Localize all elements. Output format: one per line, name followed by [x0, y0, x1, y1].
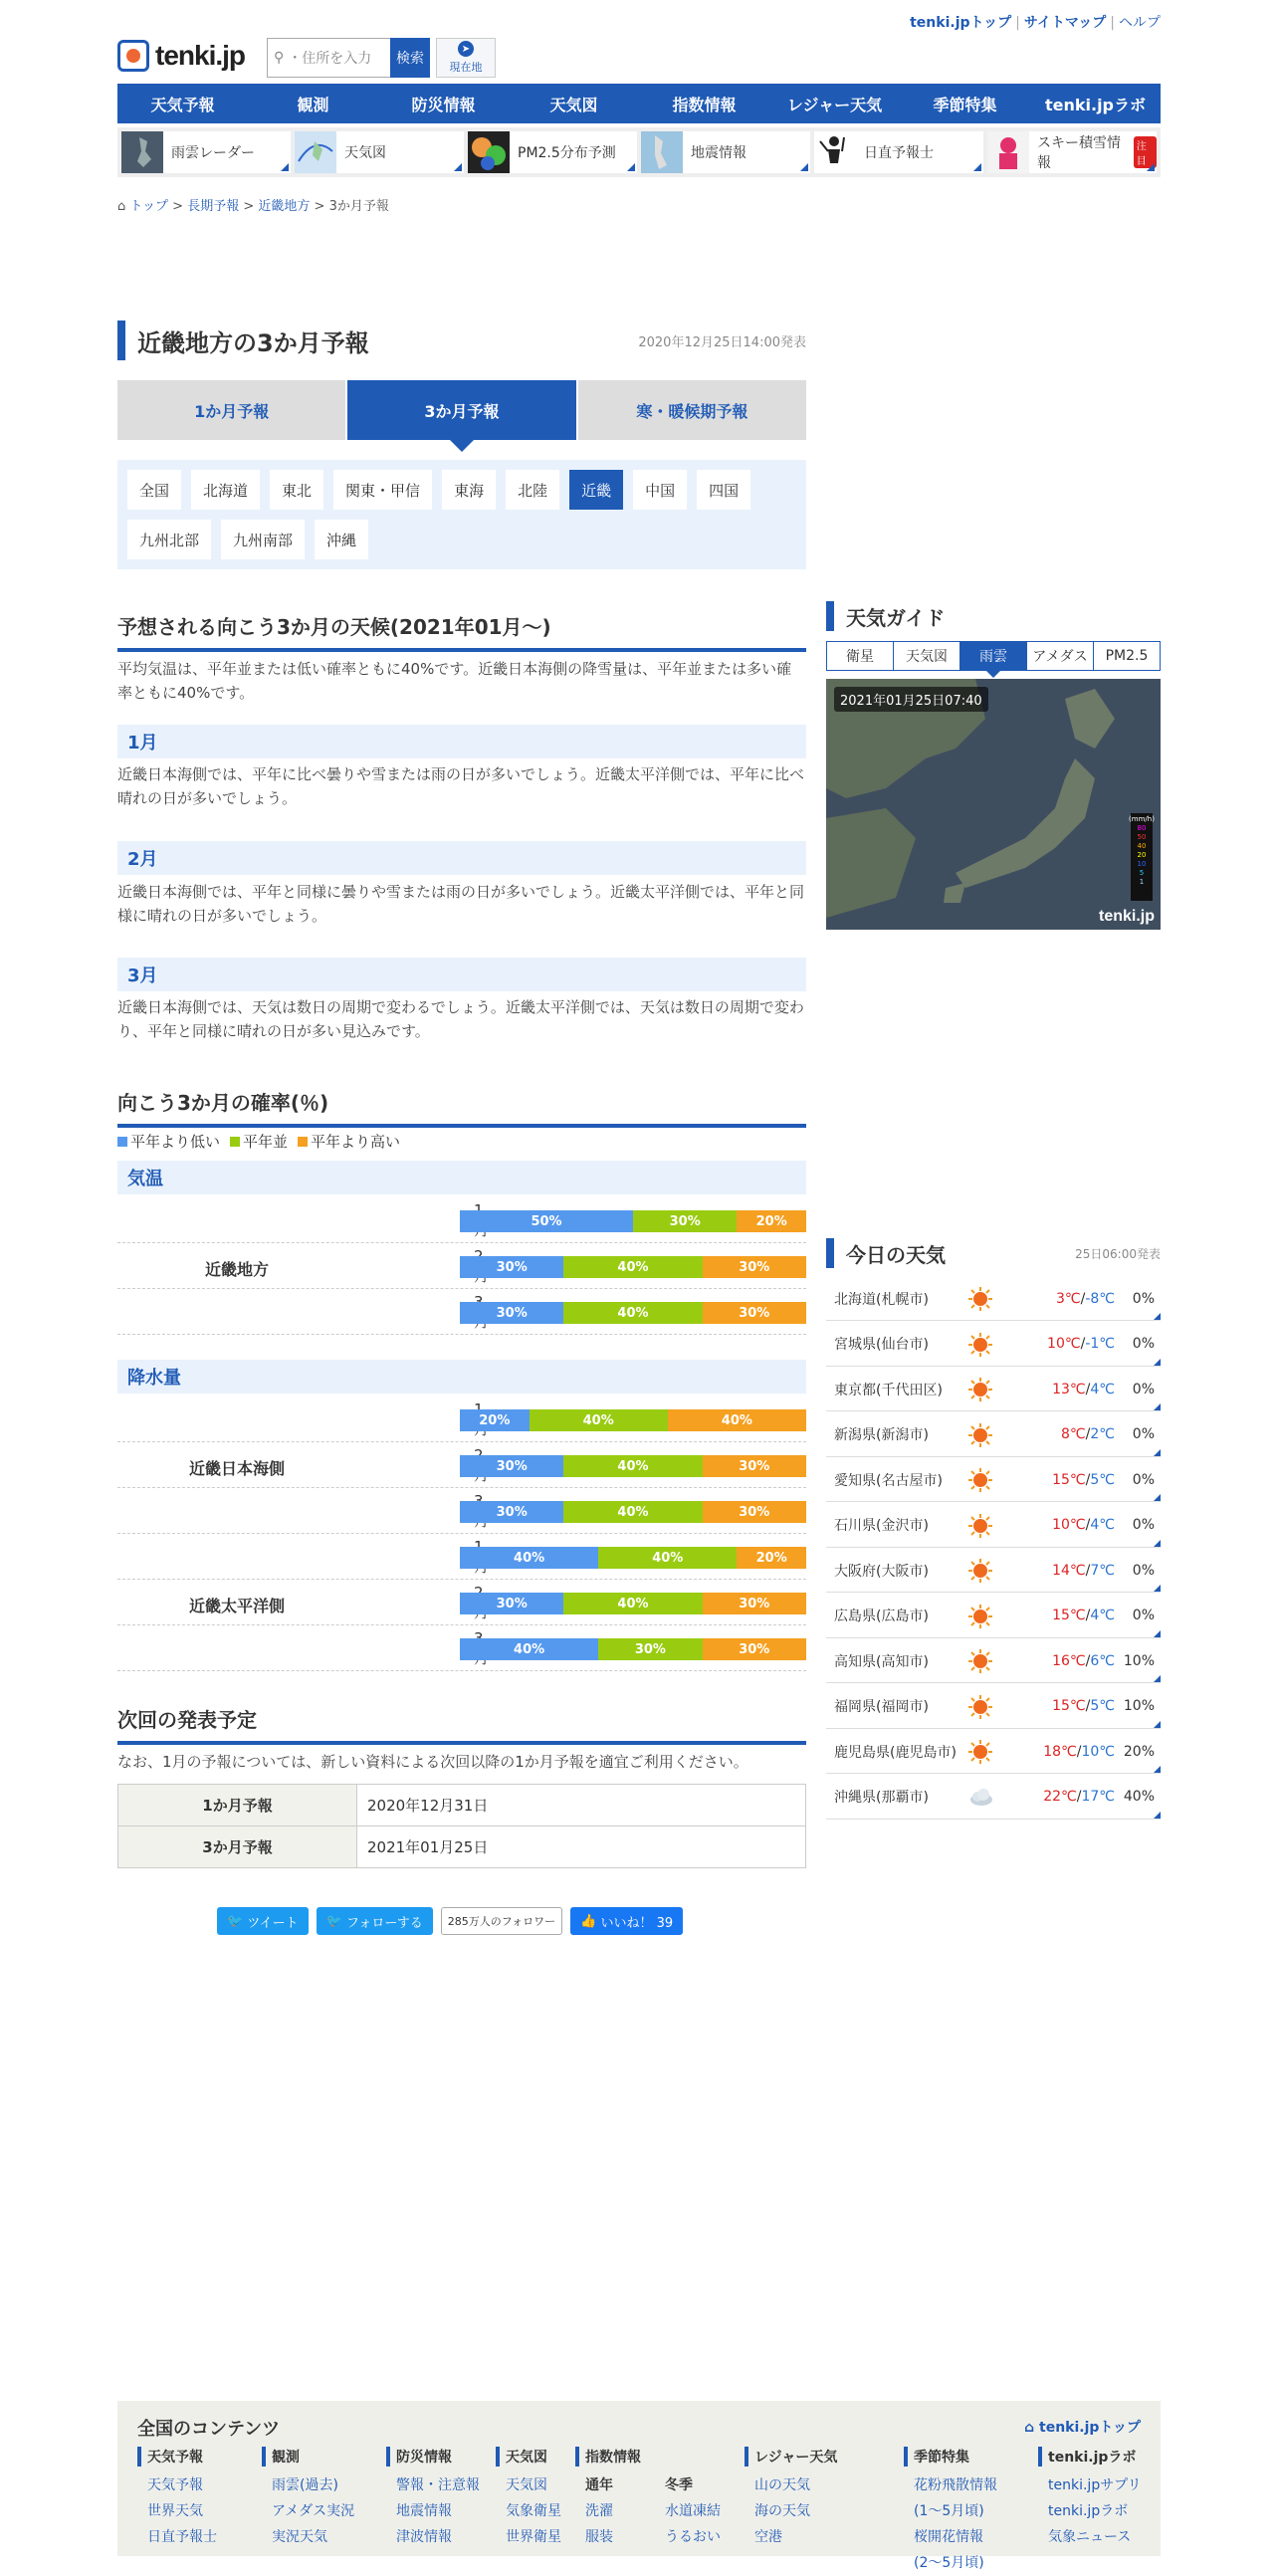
schedule-date: 2021年01月25日 [357, 1826, 806, 1868]
footer-link[interactable]: (1～5月頃) [914, 2503, 984, 2519]
month-heading-jan: 1月 [117, 725, 806, 758]
footer-link[interactable]: 津波情報 [396, 2529, 452, 2545]
bar-segment-normal: 40% [563, 1256, 702, 1278]
bar-segment-low: 50% [460, 1210, 633, 1232]
bar-segment-high: 30% [703, 1455, 806, 1477]
footer-link[interactable]: tenki.jpサプリ [1048, 2477, 1142, 2493]
breadcrumb: ⌂ トップ > 長期予報 > 近畿地方 > 3か月予報 [117, 199, 389, 214]
today-weather-row[interactable] [826, 1412, 1161, 1457]
low-temp: 4℃ [1090, 1517, 1115, 1533]
sun-icon [967, 1377, 993, 1402]
probability-bar [460, 1593, 806, 1614]
temperature: 3℃ / -8℃ [1055, 1290, 1115, 1307]
footer-subheading: 通年 [585, 2477, 613, 2493]
footer-link[interactable]: アメダス実況 [272, 2503, 355, 2519]
today-weather-row[interactable] [826, 1276, 1161, 1321]
breadcrumb-top[interactable]: トップ [129, 199, 169, 214]
footer-link[interactable]: 花粉飛散情報 [914, 2477, 997, 2493]
city-name: 愛知県(名古屋市) [834, 1472, 943, 1489]
footer-column-title: 観測 [262, 2447, 354, 2467]
region-kyushu-south[interactable]: 九州南部 [221, 520, 305, 559]
rain-radar-thumb [121, 131, 163, 173]
footer [117, 2401, 1161, 2571]
footer-column [137, 2447, 217, 2550]
low-temp: 4℃ [1090, 1381, 1115, 1397]
table-row [118, 1785, 806, 1826]
search-placeholder: ・住所を入力 [288, 51, 372, 67]
bar-segment-high: 30% [703, 1501, 806, 1523]
bar-segment-normal: 40% [563, 1455, 702, 1477]
sun-icon [967, 1513, 993, 1539]
bar-segment-high: 30% [703, 1638, 806, 1660]
bar-segment-normal: 40% [563, 1593, 702, 1614]
area-name: 近畿日本海側 [188, 1459, 285, 1478]
guide-tab-weather-map[interactable]: 天気図 [894, 642, 960, 670]
precip-probability: 10% [1123, 1698, 1155, 1714]
city-name: 北海道(札幌市) [834, 1291, 929, 1308]
probability-bar [460, 1455, 806, 1477]
region-chugoku[interactable]: 中国 [633, 470, 687, 510]
footer-column-title: 季節特集 [904, 2447, 997, 2467]
gnav-index[interactable]: 指数情報 [672, 95, 737, 114]
location-arrow-icon: ➤ [458, 41, 474, 57]
high-temp: 22℃ [1043, 1789, 1077, 1805]
bar-segment-low: 20% [460, 1409, 530, 1431]
table-row [118, 1826, 806, 1868]
toplink-home[interactable]: tenki.jpトップ [910, 15, 1012, 31]
forecast-summary: 平均気温は、平年並または低い確率ともに40%です。近畿日本海側の降雪量は、平年並または多い確率ともに40%です。 [117, 660, 792, 702]
high-temp: 18℃ [1043, 1743, 1077, 1760]
forecast-heading: 予想される向こう3か月の天候(2021年01月～) [117, 611, 806, 652]
temperature: 10℃ / 4℃ [1052, 1517, 1115, 1533]
probability-area-label [117, 1535, 356, 1672]
probability-month [356, 1489, 474, 1534]
bar-segment-normal: 40% [598, 1547, 737, 1569]
region-kyushu-north[interactable]: 九州北部 [127, 520, 211, 559]
schedule-label: 3か月予報 [118, 1826, 357, 1868]
toplink-sitemap[interactable]: サイトマップ [1023, 15, 1107, 31]
temperature: 18℃ / 10℃ [1043, 1743, 1115, 1760]
today-weather-row[interactable] [826, 1457, 1161, 1502]
bar-segment-normal: 30% [633, 1210, 737, 1232]
page-title-block [117, 321, 806, 360]
sun-icon [967, 1739, 993, 1765]
region-hokkaido[interactable]: 北海道 [191, 470, 260, 510]
precip-probability: 20% [1123, 1743, 1155, 1760]
current-location-label: 現在地 [449, 61, 483, 74]
rain-radar-map[interactable] [826, 679, 1161, 930]
sun-icon [967, 1332, 993, 1358]
footer-link[interactable]: うるおい [665, 2529, 721, 2545]
precip-probability: 0% [1132, 1336, 1155, 1352]
gnav-disaster[interactable]: 防災情報 [411, 95, 476, 114]
guide-tabs [826, 641, 1161, 671]
weather-guide-heading: 天気ガイド [826, 601, 1161, 631]
subnav-weather-map[interactable] [295, 131, 464, 173]
region-hokuriku[interactable]: 北陸 [506, 470, 559, 510]
footer-column [904, 2447, 997, 2576]
today-weather-row[interactable] [826, 1367, 1161, 1411]
tweet-button[interactable]: 🐦 ツイート [217, 1907, 309, 1935]
bar-segment-low: 40% [460, 1547, 598, 1569]
footer-link[interactable]: 気象ニュース [1048, 2529, 1132, 2545]
footer-column-title: 指数情報 [575, 2447, 745, 2467]
bar-segment-low: 30% [460, 1593, 563, 1614]
legend-high: 平年より高い [298, 1131, 400, 1152]
bar-segment-normal: 40% [530, 1409, 668, 1431]
probability-month [356, 1535, 474, 1580]
low-temp: 17℃ [1081, 1789, 1115, 1805]
precip-probability: 0% [1132, 1426, 1155, 1442]
bar-segment-high: 30% [703, 1256, 806, 1278]
footer-link[interactable]: 服装 [585, 2529, 613, 2545]
sub-nav [117, 127, 1161, 177]
city-name: 高知県(高知市) [834, 1653, 929, 1670]
footer-link[interactable]: 海の天気 [754, 2503, 810, 2519]
search-icon: ⚲ [274, 50, 285, 66]
high-temp: 8℃ [1061, 1426, 1086, 1442]
region-okinawa[interactable]: 沖縄 [315, 520, 368, 559]
like-button[interactable]: 👍 いいね！ 39 [570, 1907, 683, 1935]
current-location-button[interactable] [436, 38, 496, 78]
footer-link[interactable]: 実況天気 [272, 2529, 327, 2545]
precip-probability: 0% [1132, 1562, 1155, 1579]
sun-icon [967, 1648, 993, 1674]
featured-badge: 注目 [1134, 136, 1157, 168]
subnav-label: スキー積雪情報 [1037, 135, 1121, 171]
bar-segment-high: 30% [703, 1302, 806, 1324]
earthquake-thumb [641, 131, 683, 173]
city-name: 東京都(千代田区) [834, 1382, 943, 1398]
footer-link[interactable]: 地震情報 [396, 2503, 452, 2519]
bar-segment-low: 30% [460, 1256, 563, 1278]
subnav-ski[interactable] [987, 131, 1157, 173]
high-temp: 15℃ [1052, 1698, 1086, 1714]
bar-segment-high: 20% [737, 1210, 806, 1232]
low-temp: 7℃ [1090, 1562, 1115, 1579]
footer-column [745, 2447, 837, 2550]
footer-link[interactable]: 天気予報 [147, 2477, 203, 2493]
footer-top-link[interactable]: ⌂ tenki.jpトップ [1024, 2420, 1141, 2436]
bar-segment-normal: 40% [563, 1501, 702, 1523]
footer-link[interactable]: 気象衛星 [506, 2503, 561, 2519]
city-name: 宮城県(仙台市) [834, 1337, 929, 1353]
today-weather-row[interactable] [826, 1322, 1161, 1367]
temperature: 14℃ / 7℃ [1052, 1562, 1115, 1579]
search-button[interactable]: 検索 [390, 38, 430, 78]
region-tokai[interactable]: 東海 [442, 470, 496, 510]
social-buttons [217, 1907, 683, 1935]
sun-icon [967, 1558, 993, 1584]
footer-link[interactable]: 天気図 [506, 2477, 547, 2493]
ski-thumb [987, 131, 1029, 173]
follow-button[interactable]: 🐦 フォローする [317, 1907, 433, 1935]
probability-month [356, 1397, 474, 1442]
today-weather-row[interactable] [826, 1775, 1161, 1820]
site-logo[interactable] [117, 40, 245, 72]
schedule-table [117, 1784, 806, 1868]
gnav-labo[interactable]: tenki.jpラボ [1044, 95, 1147, 114]
subnav-label: 日直予報士 [864, 145, 934, 161]
footer-heading: 全国のコンテンツ [137, 2419, 281, 2440]
city-name: 広島県(広島市) [834, 1609, 929, 1624]
low-temp: 6℃ [1090, 1652, 1115, 1669]
subnav-label: 地震情報 [691, 145, 746, 161]
month-text-feb: 近畿日本海側では、平年と同様に曇りや雪または雨の日が多いでしょう。近畿太平洋側では、平年と同様に晴れの日が多いでしょう。 [117, 883, 805, 925]
high-temp: 15℃ [1052, 1471, 1086, 1488]
probability-heading: 向こう3か月の確率(％) [117, 1087, 806, 1128]
schedule-note: なお、1月の予報については、新しい資料による次回以降の1か月予報を適宜ご利用ください。 [117, 1753, 748, 1771]
today-weather-row[interactable] [826, 1684, 1161, 1729]
probability-bar [460, 1547, 806, 1569]
breadcrumb-current: 3か月予報 [328, 199, 389, 214]
probability-area-label [117, 1397, 356, 1535]
temperature: 13℃ / 4℃ [1052, 1381, 1115, 1397]
home-icon: ⌂ [117, 199, 126, 214]
high-temp: 15℃ [1052, 1608, 1086, 1623]
guide-tab-rain[interactable]: 雨雲 [960, 642, 1027, 670]
precip-probability: 0% [1132, 1471, 1155, 1488]
guide-tab-satellite[interactable]: 衛星 [827, 642, 894, 670]
footer-link[interactable]: 桜開花情報 [914, 2529, 983, 2545]
follower-count: 285万人のフォロワー [441, 1907, 562, 1935]
low-temp: 5℃ [1090, 1698, 1115, 1714]
cloud-icon [967, 1785, 993, 1811]
today-issued: 25日06:00発表 [1075, 1246, 1161, 1261]
bar-segment-normal: 30% [598, 1638, 702, 1660]
probability-legend [117, 1131, 400, 1152]
city-name: 大阪府(大阪市) [834, 1563, 929, 1580]
sun-icon [967, 1422, 993, 1448]
footer-link[interactable]: 水道凍結 [665, 2503, 721, 2519]
search-input[interactable] [267, 38, 390, 78]
bar-segment-low: 30% [460, 1501, 563, 1523]
twitter-icon: 🐦 [325, 1913, 347, 1929]
probability-month [356, 1626, 474, 1671]
footer-link[interactable]: 世界天気 [147, 2503, 203, 2519]
footer-link[interactable]: 洗濯 [585, 2503, 613, 2519]
today-weather-row[interactable] [826, 1594, 1161, 1638]
top-links: tenki.jpトップ | サイトマップ | ヘルプ [910, 15, 1161, 31]
search-form [267, 38, 496, 78]
footer-column [1038, 2447, 1142, 2550]
bar-segment-low: 40% [460, 1638, 598, 1660]
low-temp: 2℃ [1090, 1426, 1115, 1442]
precip-probability: 10% [1123, 1652, 1155, 1669]
precip-scale: (mm/h) 80 50 40 20 10 5 1 [1131, 813, 1153, 901]
high-temp: 10℃ [1047, 1336, 1081, 1352]
tenki-watermark: tenki.jp [1098, 908, 1155, 925]
today-weather-row[interactable] [826, 1729, 1161, 1774]
month-heading-feb: 2月 [117, 841, 806, 875]
probability-month [356, 1244, 474, 1289]
temperature: 15℃ / 5℃ [1052, 1698, 1115, 1714]
sun-icon [967, 1604, 993, 1629]
footer-column-title: 防災情報 [386, 2447, 480, 2467]
probability-month [356, 1443, 474, 1488]
tab-1month[interactable]: 1か月予報 [117, 380, 345, 440]
bar-segment-normal: 40% [563, 1302, 702, 1324]
footer-link[interactable]: (2～5月頃) [914, 2555, 984, 2571]
sun-icon [967, 1286, 993, 1312]
city-name: 石川県(金沢市) [834, 1518, 929, 1534]
probability-bar [460, 1409, 806, 1431]
bar-segment-high: 20% [737, 1547, 806, 1569]
probability-bar [460, 1210, 806, 1232]
low-temp: 10℃ [1081, 1743, 1115, 1760]
city-name: 鹿児島県(鹿児島市) [834, 1744, 957, 1761]
footer-link[interactable]: 雨雲(過去) [272, 2477, 338, 2493]
footer-link[interactable]: 日直予報士 [147, 2529, 217, 2545]
city-name: 沖縄県(那覇市) [834, 1790, 929, 1806]
probability-month [356, 1198, 474, 1243]
footer-column-title: レジャー天気 [745, 2447, 837, 2467]
subnav-rain-radar[interactable] [121, 131, 291, 173]
precip-probability: 0% [1132, 1290, 1155, 1307]
area-name: 近畿太平洋側 [188, 1597, 285, 1615]
sun-icon [967, 1694, 993, 1720]
gnav-season[interactable]: 季節特集 [933, 95, 997, 114]
logo-icon [117, 40, 149, 72]
subnav-label: PM2.5分布予測 [518, 145, 616, 161]
city-name: 新潟県(新潟市) [834, 1427, 929, 1443]
subnav-label: 雨雲レーダー [171, 145, 255, 161]
footer-column [496, 2447, 561, 2550]
temperature: 8℃ / 2℃ [1061, 1426, 1115, 1442]
japan-map [826, 679, 1161, 930]
weather-map-thumb [295, 131, 336, 173]
today-weather-row[interactable] [826, 1503, 1161, 1548]
bar-segment-low: 30% [460, 1455, 563, 1477]
area-name: 近畿地方 [204, 1260, 269, 1279]
radar-timestamp: 2021年01月25日07:40 [834, 687, 988, 712]
city-name: 福岡県(福岡市) [834, 1699, 929, 1715]
high-temp: 13℃ [1052, 1381, 1086, 1397]
bar-segment-high: 30% [703, 1593, 806, 1614]
low-temp: 4℃ [1090, 1608, 1115, 1623]
thumbs-up-icon: 👍 [580, 1913, 601, 1929]
bar-segment-low: 30% [460, 1302, 563, 1324]
logo-text: tenki.jp [155, 40, 246, 71]
region-kinki[interactable]: 近畿 [569, 470, 623, 510]
today-weather-row[interactable] [826, 1638, 1161, 1683]
region-tohoku[interactable]: 東北 [270, 470, 323, 510]
bar-segment-high: 40% [668, 1409, 806, 1431]
subnav-earthquake[interactable] [641, 131, 810, 173]
home-icon: ⌂ [1024, 2420, 1040, 2436]
footer-column-title: tenki.jpラボ [1038, 2447, 1142, 2467]
precip-probability: 0% [1132, 1381, 1155, 1397]
pm25-thumb [468, 131, 510, 173]
gnav-leisure[interactable]: レジャー天気 [786, 95, 883, 114]
probability-bar [460, 1638, 806, 1660]
month-text-jan: 近畿日本海側では、平年に比べ曇りや雪または雨の日が多いでしょう。近畿太平洋側では、平年に比べ晴れの日が多いでしょう。 [117, 765, 805, 807]
tab-seasonal[interactable]: 寒・暖候期予報 [578, 380, 806, 440]
breadcrumb-kinki[interactable]: 近畿地方 [258, 199, 311, 214]
region-zenkoku[interactable]: 全国 [127, 470, 181, 510]
footer-column-title: 天気予報 [137, 2447, 217, 2467]
sun-icon [967, 1467, 993, 1493]
probability-bar [460, 1256, 806, 1278]
footer-column [386, 2447, 480, 2550]
temperature: 10℃ / -1℃ [1047, 1336, 1115, 1352]
high-temp: 16℃ [1052, 1652, 1086, 1669]
region-kanto-koshin[interactable]: 関東・甲信 [333, 470, 432, 510]
month-text-mar: 近畿日本海側では、天気は数日の周期で変わるでしょう。近畿太平洋側では、天気は数日の周期で変わり、平年と同様に晴れの日が多い見込みです。 [117, 998, 804, 1040]
temperature: 22℃ / 17℃ [1043, 1789, 1115, 1805]
region-selector [117, 460, 806, 569]
footer-column [575, 2447, 745, 2550]
today-weather-heading: 今日の天気 25日06:00発表 [826, 1238, 1161, 1268]
gnav-observation[interactable]: 観測 [297, 95, 329, 114]
precip-probability: 0% [1132, 1608, 1155, 1623]
gnav-forecast[interactable]: 天気予報 [150, 95, 215, 114]
forecaster-icon [814, 131, 856, 173]
gnav-weather-map[interactable]: 天気図 [549, 95, 598, 114]
subnav-forecaster[interactable] [814, 131, 983, 173]
low-temp: 5℃ [1090, 1471, 1115, 1488]
probability-month [356, 1581, 474, 1625]
footer-link[interactable]: 空港 [754, 2529, 782, 2545]
guide-tab-amedas[interactable]: アメダス [1027, 642, 1094, 670]
schedule-date: 2020年12月31日 [357, 1785, 806, 1826]
tab-3month[interactable]: 3か月予報 [347, 380, 575, 440]
precip-heading: 降水量 [117, 1360, 806, 1394]
temperature-heading: 気温 [117, 1161, 806, 1194]
low-temp: -8℃ [1085, 1290, 1115, 1307]
subnav-label: 天気図 [344, 145, 386, 161]
footer-link[interactable]: 警報・注意報 [396, 2477, 480, 2493]
temperature: 15℃ / 5℃ [1052, 1471, 1115, 1488]
global-nav [117, 84, 1161, 123]
legend-normal: 平年並 [230, 1131, 288, 1152]
toplink-help[interactable]: ヘルプ [1119, 15, 1161, 31]
temperature: 16℃ / 6℃ [1052, 1652, 1115, 1669]
footer-subheading: 冬季 [665, 2477, 693, 2493]
schedule-heading: 次回の発表予定 [117, 1704, 806, 1745]
footer-column-title: 天気図 [496, 2447, 561, 2467]
probability-area-label [117, 1198, 356, 1336]
schedule-label: 1か月予報 [118, 1785, 357, 1826]
footer-link[interactable]: 世界衛星 [506, 2529, 561, 2545]
temperature: 15℃ / 4℃ [1052, 1608, 1115, 1623]
probability-month [356, 1290, 474, 1335]
footer-link[interactable]: tenki.jpラボ [1048, 2503, 1129, 2519]
precip-probability: 0% [1132, 1517, 1155, 1533]
high-temp: 14℃ [1052, 1562, 1086, 1579]
high-temp: 10℃ [1052, 1517, 1086, 1533]
forecast-tabs [117, 380, 806, 440]
region-shikoku[interactable]: 四国 [697, 470, 750, 510]
high-temp: 3℃ [1055, 1290, 1081, 1307]
guide-tab-pm25[interactable]: PM2.5 [1105, 648, 1149, 664]
issued-date: 2020年12月25日14:00発表 [638, 334, 806, 350]
precip-probability: 40% [1123, 1789, 1155, 1805]
month-heading-mar: 3月 [117, 958, 806, 991]
low-temp: -1℃ [1085, 1336, 1115, 1352]
probability-bar [460, 1501, 806, 1523]
today-weather-row[interactable] [826, 1548, 1161, 1593]
footer-column [262, 2447, 354, 2550]
page-title: 近畿地方の3か月予報 [137, 328, 369, 357]
footer-link[interactable]: 山の天気 [754, 2477, 810, 2493]
breadcrumb-longterm[interactable]: 長期予報 [187, 199, 240, 214]
probability-bar [460, 1302, 806, 1324]
twitter-icon: 🐦 [227, 1913, 248, 1929]
legend-low: 平年より低い [117, 1131, 220, 1152]
subnav-pm25[interactable] [468, 131, 637, 173]
